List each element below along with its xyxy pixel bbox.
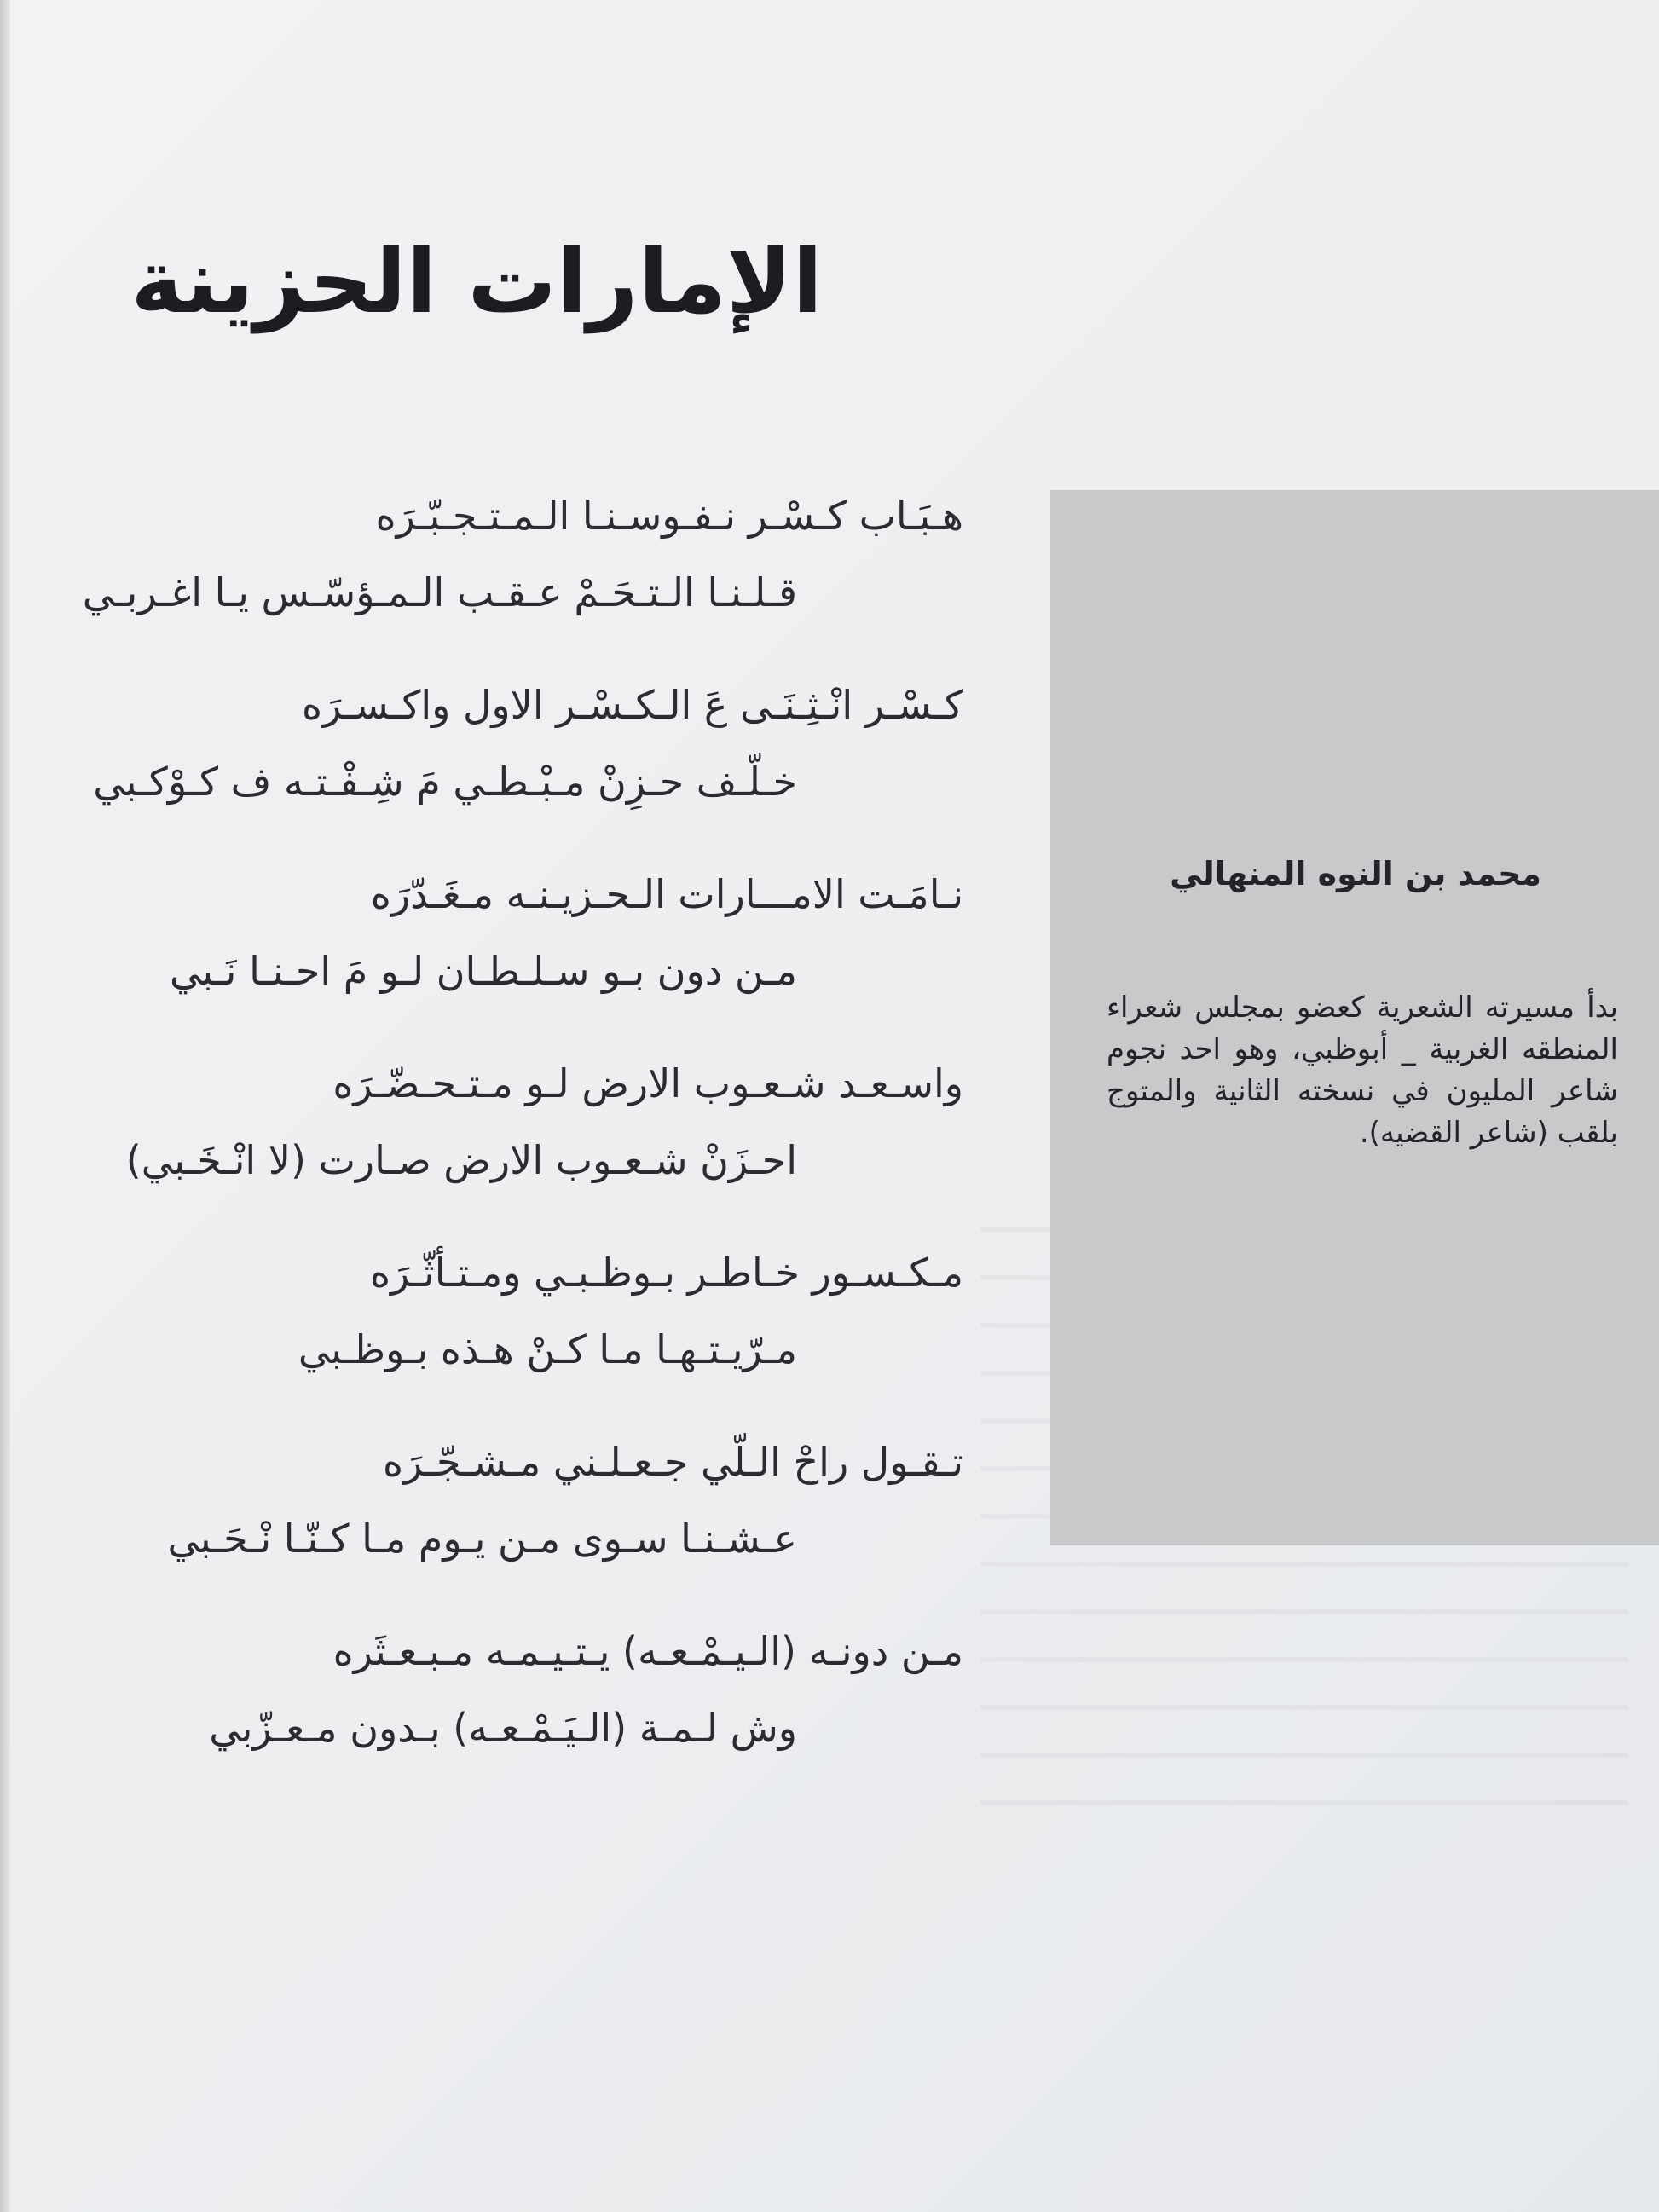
poem-line: واسـعـد شـعـوب الارض لـو مـتـحـضّـرَه bbox=[332, 1060, 963, 1106]
poem-line: تـقـول راحْ الـلّي جـعـلـني مـشـجّـرَه bbox=[382, 1439, 963, 1485]
poet-name: محمد بن النوه المنهالي bbox=[1170, 855, 1541, 892]
poem-stanza-3 bbox=[51, 860, 963, 1049]
poem-stanza-5 bbox=[51, 1239, 963, 1428]
poem-line: قـلـنـا الـتـحَـمْ عـقـب الـمـؤسّـس يـا اغـربـي bbox=[82, 569, 797, 615]
poem-line: نـامَـت الامـــارات الـحـزيـنـه مـغَـدّرَه bbox=[370, 871, 963, 917]
page-title: الإمارات الحزينة bbox=[130, 229, 823, 333]
poem bbox=[51, 482, 963, 1806]
poem-line: احـزَنْ شـعـوب الارض صـارت (لا انْـخَـبي) bbox=[125, 1137, 797, 1183]
poem-line: عـشـنـا سـوى مـن يـوم مـا كـنّـا نْـحَـبي bbox=[167, 1516, 797, 1562]
poem-line: مـكـسـور خـاطـر بـوظـبـي ومـتـأثّـرَه bbox=[369, 1250, 963, 1296]
poem-stanza-6 bbox=[51, 1428, 963, 1617]
poem-stanza-1 bbox=[51, 482, 963, 671]
poet-bio-text: بدأ مسيرته الشعرية كعضو بمجلس شعراء المنطقه الغربية _ أبوظبي، وهو احد نجوم شاعر المليون في نسخته الثانية والمتوج بلقب (شاعر القضيه). bbox=[1107, 990, 1618, 1150]
poem-stanza-2 bbox=[51, 671, 963, 860]
poem-line: مـن دون بـو سـلـطـان لـو مَ احـنـا نَـبي bbox=[169, 948, 797, 994]
poem-line: وش لـمـة (الـيَـمْـعـه) بـدون مـعـزّبي bbox=[209, 1705, 797, 1751]
page-binding-edge bbox=[0, 0, 10, 2212]
poem-line: خـلّـف حـزِنْ مـبْـطـي مَ شِـفْـتـه ف كـوْكـبي bbox=[93, 759, 797, 805]
poet-bio-panel bbox=[1050, 490, 1659, 1545]
poem-stanza-7 bbox=[51, 1617, 963, 1806]
poem-line: كـسْـر انْـثِـنَـى عَ الـكـسْـر الاول واكـسـرَه bbox=[301, 682, 963, 728]
poem-line: مـرّيـتـهـا مـا كـنْ هـذه بـوظـبي bbox=[298, 1326, 797, 1372]
poem-line: هـبَـاب كـسْـر نـفـوسـنـا الـمـتـجـبّـرَه bbox=[375, 493, 963, 539]
poem-stanza-4 bbox=[51, 1049, 963, 1239]
poem-line: مـن دونـه (الـيـمْـعـه) يـتـيـمـه مـبـعـثَره bbox=[332, 1628, 963, 1674]
